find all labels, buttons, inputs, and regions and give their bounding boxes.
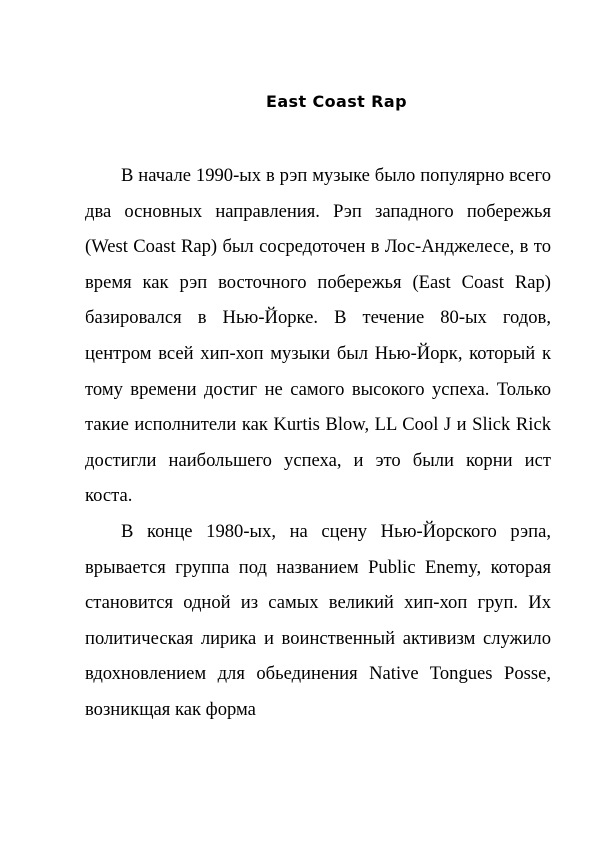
paragraph-2: В конце 1980-ых, на сцену Нью-Йорского рэпа, врывается группа под названием Public Enemy, которая становится одной из самых великий хип-хоп груп. Их политическая лирика и воинственный активизм служило вдохновлением для обьединения Native Tongues Posse, возникщая как форма <box>85 520 551 720</box>
document-title: East Coast Rap <box>266 92 407 111</box>
document-body <box>85 158 551 728</box>
paragraph-1: В начале 1990-ых в рэп музыке было популярно всего два основных направления. Рэп западного побережья (West Coast Rap) был сосредоточен в Лос-Анджелесе, в то время как рэп восточного побережья (East Coast Rap) базировался в Нью-Йорке. В течение 80-ых годов, центром всей хип-хоп музыки был Нью-Йорк, который к тому времени достиг не самого высокого успеха. Только такие исполнители как Kurtis Blow, LL Cool J и Slick Rick достигли наибольшего успеха, и это были корни ист коста. <box>85 165 551 507</box>
